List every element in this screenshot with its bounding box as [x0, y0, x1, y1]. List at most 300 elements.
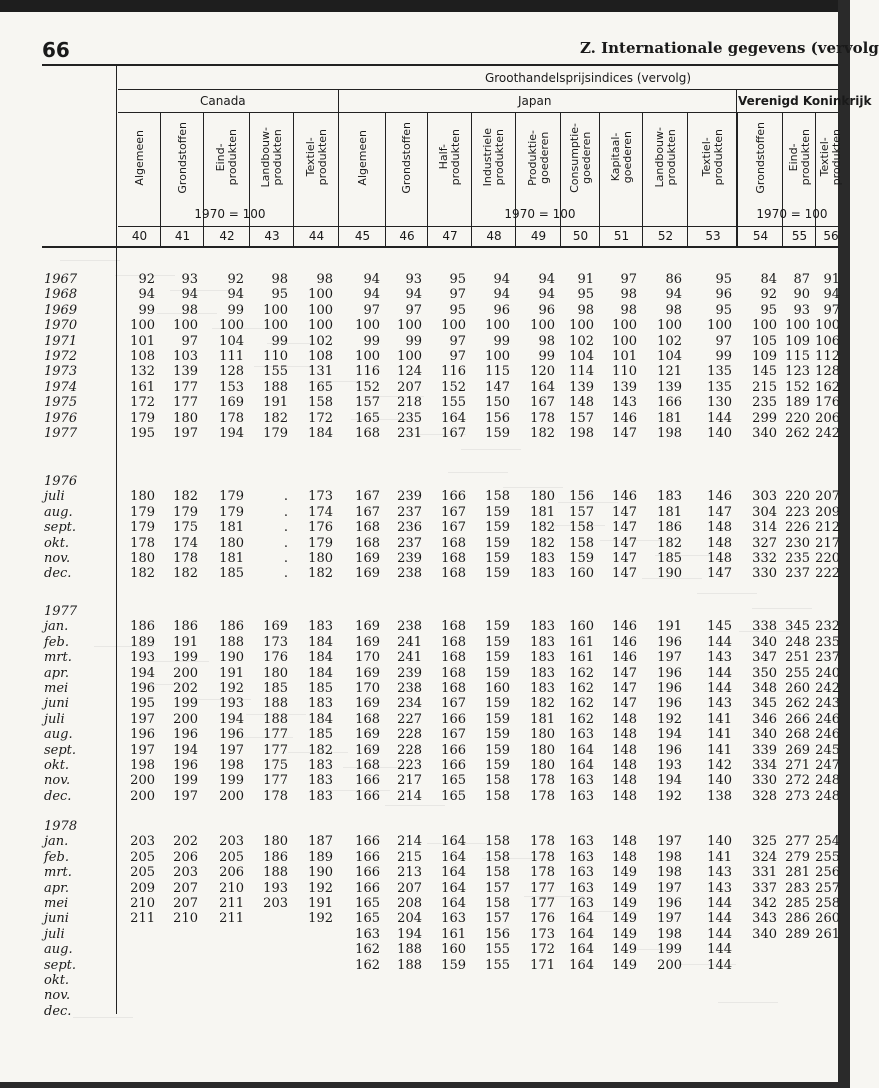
- column-header-label: Grondstoffen: [753, 121, 767, 194]
- table-cell: 158: [569, 520, 594, 536]
- table-cell: 334: [752, 758, 777, 773]
- table-cell: 198: [219, 758, 244, 773]
- table-cell: 98: [620, 302, 637, 318]
- table-cell: 178: [173, 551, 198, 566]
- table-cell: 140: [707, 834, 732, 850]
- table-cell: 303: [752, 489, 777, 505]
- table-cell: 181: [219, 551, 244, 566]
- table-cell: 207: [397, 880, 422, 896]
- table-cell: 162: [355, 957, 380, 973]
- table-cell: 345: [785, 619, 810, 635]
- table-cell: 178: [530, 834, 555, 850]
- bleed-mark: [60, 260, 120, 271]
- table-cell: 157: [485, 911, 510, 927]
- table-cell: 100: [308, 302, 333, 318]
- table-cell: 183: [308, 758, 333, 773]
- table-cell: 183: [308, 696, 333, 712]
- table-cell: 116: [355, 364, 380, 380]
- column-header-label: Grondstoffen: [175, 121, 189, 194]
- table-cell: 228: [397, 727, 422, 743]
- table-cell: 179: [219, 489, 244, 505]
- table-cell: 168: [441, 619, 466, 635]
- table-cell: 173: [263, 634, 288, 650]
- table-cell: 181: [530, 504, 555, 520]
- row-label: 1969: [44, 302, 78, 318]
- table-cell: 206: [219, 865, 244, 881]
- table-cell: 141: [707, 849, 732, 865]
- table-cell: 147: [612, 535, 637, 551]
- table-cell: 165: [355, 911, 380, 927]
- table-cell: 168: [441, 535, 466, 551]
- table-cell: 146: [707, 489, 732, 505]
- table-cell: 199: [219, 773, 244, 789]
- table-cell: 173: [530, 926, 555, 942]
- table-cell: 238: [397, 619, 422, 635]
- table-cell: 139: [569, 379, 594, 395]
- column-header-label: Produktie- goederen: [525, 129, 551, 186]
- row-label: jan.: [44, 619, 69, 635]
- table-cell: 108: [130, 349, 155, 364]
- table-cell: 289: [785, 926, 810, 942]
- table-cell: 148: [612, 773, 637, 789]
- table-cell: 162: [569, 696, 594, 712]
- table-cell: 174: [173, 535, 198, 551]
- table-cell: 196: [130, 727, 155, 743]
- row-label: okt.: [44, 973, 70, 988]
- table-cell: 94: [405, 287, 422, 303]
- column-header-label: Half- produkten: [437, 129, 462, 186]
- table-cell: 196: [657, 696, 682, 712]
- table-cell: 239: [397, 551, 422, 566]
- table-cell: 157: [569, 504, 594, 520]
- table-cell: 260: [815, 911, 840, 927]
- column-header-label: Landbouw- produkten: [259, 127, 284, 188]
- row-label: okt.: [44, 758, 70, 773]
- table-cell: 141: [707, 727, 732, 743]
- table-cell: 169: [263, 619, 288, 635]
- table-cell: 207: [173, 896, 198, 911]
- table-cell: 192: [657, 711, 682, 727]
- table-cell: 193: [263, 880, 288, 896]
- table-cell: 197: [130, 742, 155, 758]
- table-cell: 130: [707, 395, 732, 411]
- table-cell: 183: [530, 566, 555, 582]
- base-year-canada: 1970 = 100: [194, 207, 266, 221]
- table-vrule: [338, 112, 339, 246]
- table-cell: 247: [815, 758, 840, 773]
- table-cell: 194: [657, 727, 682, 743]
- table-cell: 222: [815, 566, 840, 582]
- table-cell: 111: [219, 349, 244, 364]
- table-cell: 206: [173, 849, 198, 865]
- table-cell: 143: [707, 865, 732, 881]
- table-cell: 148: [612, 834, 637, 850]
- table-cell: .: [283, 489, 288, 505]
- column-number: 48: [486, 229, 502, 243]
- bleed-mark: [448, 472, 508, 483]
- table-cell: 238: [397, 566, 422, 582]
- table-cell: 170: [355, 681, 380, 696]
- table-cell: 169: [355, 727, 380, 743]
- column-header-label: Eind- produkten: [786, 129, 812, 186]
- table-cell: 190: [219, 650, 244, 666]
- table-cell: 94: [227, 287, 244, 303]
- table-cell: 161: [130, 379, 155, 395]
- column-number: 46: [399, 229, 415, 243]
- table-cell: 183: [530, 551, 555, 566]
- table-cell: 190: [308, 865, 333, 881]
- table-cell: 162: [355, 942, 380, 958]
- row-label: juli: [44, 926, 65, 942]
- table-cell: 182: [530, 696, 555, 712]
- table-cell: 340: [752, 926, 777, 942]
- row-label: aug.: [44, 504, 73, 520]
- table-cell: 196: [130, 681, 155, 696]
- table-cell: 281: [785, 865, 810, 881]
- table-cell: 226: [785, 520, 810, 536]
- column-header-55: [786, 115, 814, 200]
- table-cell: 236: [397, 520, 422, 536]
- table-cell: 167: [355, 504, 380, 520]
- table-cell: 260: [785, 681, 810, 696]
- running-title: Z. Internationale gegevens (vervolg: [580, 39, 879, 57]
- group-uk: Verenigd Koninkrijk: [738, 94, 872, 108]
- table-cell: 163: [441, 911, 466, 927]
- table-cell: 100: [219, 318, 244, 334]
- table-cell: 200: [657, 957, 682, 973]
- table-cell: 147: [612, 696, 637, 712]
- table-cell: 238: [397, 681, 422, 696]
- table-cell: 196: [219, 727, 244, 743]
- table-cell: 180: [530, 727, 555, 743]
- table-main-title: Groothandelsprijsindices (vervolg): [484, 71, 692, 85]
- table-cell: 165: [355, 410, 380, 426]
- table-cell: 183: [530, 681, 555, 696]
- column-header-41: [169, 115, 197, 200]
- table-cell: 182: [530, 426, 555, 441]
- table-cell: 158: [485, 773, 510, 789]
- table-cell: 100: [815, 318, 840, 334]
- table-cell: 95: [715, 302, 732, 318]
- table-cell: 95: [760, 302, 777, 318]
- table-cell: 106: [815, 333, 840, 349]
- column-number: 55: [791, 229, 808, 243]
- table-cell: 240: [815, 665, 840, 681]
- table-cell: 176: [308, 520, 333, 536]
- table-cell: 182: [308, 742, 333, 758]
- table-cell: 205: [130, 849, 155, 865]
- table-cell: 97: [449, 287, 466, 303]
- table-cell: 177: [173, 379, 198, 395]
- table-cell: 94: [493, 272, 510, 287]
- table-cell: 148: [612, 742, 637, 758]
- table-cell: 158: [485, 896, 510, 911]
- table-cell: 178: [530, 788, 555, 804]
- table-cell: 135: [707, 379, 732, 395]
- table-cell: 198: [657, 926, 682, 942]
- table-cell: 97: [449, 349, 466, 364]
- table-cell: 166: [355, 788, 380, 804]
- table-cell: 157: [355, 395, 380, 411]
- table-cell: 207: [397, 379, 422, 395]
- table-cell: 143: [707, 650, 732, 666]
- table-cell: 168: [355, 711, 380, 727]
- table-cell: 213: [397, 865, 422, 881]
- table-cell: 160: [569, 619, 594, 635]
- table-cell: 198: [657, 865, 682, 881]
- table-cell: 205: [130, 865, 155, 881]
- table-cell: 149: [612, 942, 637, 958]
- table-cell: 256: [815, 865, 840, 881]
- table-cell: 94: [493, 287, 510, 303]
- table-cell: 273: [785, 788, 810, 804]
- table-cell: 217: [397, 773, 422, 789]
- table-cell: 197: [173, 426, 198, 441]
- table-cell: 99: [538, 349, 555, 364]
- table-cell: 257: [815, 880, 840, 896]
- table-cell: 194: [219, 426, 244, 441]
- table-cell: 191: [263, 395, 288, 411]
- table-cell: 94: [538, 287, 555, 303]
- table-cell: 159: [485, 619, 510, 635]
- table-cell: 340: [752, 426, 777, 441]
- table-cell: 186: [173, 619, 198, 635]
- table-cell: 180: [530, 489, 555, 505]
- table-cell: 331: [752, 865, 777, 881]
- table-cell: 178: [219, 410, 244, 426]
- table-cell: 159: [485, 696, 510, 712]
- table-cell: 100: [752, 318, 777, 334]
- table-cell: 110: [263, 349, 288, 364]
- table-cell: 279: [785, 849, 810, 865]
- table-cell: 237: [785, 566, 810, 582]
- table-cell: 190: [657, 566, 682, 582]
- table-vrule: [385, 112, 386, 246]
- row-label: aug.: [44, 727, 73, 743]
- table-cell: 214: [397, 788, 422, 804]
- table-cell: 148: [612, 727, 637, 743]
- table-cell: 210: [219, 880, 244, 896]
- table-cell: 214: [397, 834, 422, 850]
- section-heading: 1977: [44, 604, 78, 619]
- row-label: dec.: [44, 788, 72, 804]
- table-cell: 145: [707, 619, 732, 635]
- column-header-42: [213, 115, 241, 200]
- table-cell: 188: [397, 942, 422, 958]
- table-cell: 211: [219, 896, 244, 911]
- row-label: feb.: [44, 849, 69, 865]
- table-cell: 95: [449, 302, 466, 318]
- table-cell: 150: [485, 395, 510, 411]
- table-hrule: [42, 64, 838, 66]
- table-cell: 147: [612, 551, 637, 566]
- table-cell: 100: [612, 318, 637, 334]
- table-cell: 163: [355, 926, 380, 942]
- table-cell: 156: [485, 410, 510, 426]
- table-cell: 164: [441, 880, 466, 896]
- table-cell: 98: [577, 302, 594, 318]
- table-cell: 110: [612, 364, 637, 380]
- table-cell: 163: [569, 896, 594, 911]
- table-cell: 272: [785, 773, 810, 789]
- table-cell: 325: [752, 834, 777, 850]
- table-cell: 109: [785, 333, 810, 349]
- table-vrule: [737, 112, 738, 246]
- table-cell: 241: [397, 650, 422, 666]
- table-cell: 161: [441, 926, 466, 942]
- table-cell: 169: [355, 551, 380, 566]
- table-cell: 144: [707, 896, 732, 911]
- table-cell: 164: [441, 849, 466, 865]
- table-cell: 146: [612, 634, 637, 650]
- table-cell: 182: [173, 489, 198, 505]
- table-cell: 155: [485, 942, 510, 958]
- table-cell: 164: [441, 834, 466, 850]
- table-cell: 120: [530, 364, 555, 380]
- row-label: 1976: [44, 410, 78, 426]
- table-cell: 220: [785, 410, 810, 426]
- table-cell: 346: [752, 711, 777, 727]
- table-cell: 159: [485, 742, 510, 758]
- table-cell: 199: [657, 942, 682, 958]
- table-cell: 202: [173, 681, 198, 696]
- table-cell: 197: [173, 788, 198, 804]
- table-cell: 161: [569, 650, 594, 666]
- table-cell: 176: [815, 395, 840, 411]
- table-cell: 142: [707, 758, 732, 773]
- table-cell: 178: [530, 410, 555, 426]
- table-cell: 147: [612, 566, 637, 582]
- row-label: 1970: [44, 318, 78, 334]
- table-cell: 164: [569, 926, 594, 942]
- table-cell: 235: [785, 551, 810, 566]
- table-cell: 100: [355, 349, 380, 364]
- table-cell: 277: [785, 834, 810, 850]
- group-canada: Canada: [200, 94, 246, 108]
- table-cell: 180: [173, 410, 198, 426]
- table-hrule: [42, 246, 838, 248]
- table-cell: 271: [785, 758, 810, 773]
- table-cell: 100: [397, 318, 422, 334]
- table-cell: 332: [752, 551, 777, 566]
- table-cell: 167: [441, 696, 466, 712]
- table-cell: 100: [308, 318, 333, 334]
- table-cell: 202: [173, 834, 198, 850]
- row-label: sept.: [44, 520, 77, 536]
- table-cell: 207: [815, 489, 840, 505]
- table-cell: 180: [219, 535, 244, 551]
- table-cell: 242: [815, 426, 840, 441]
- row-label: dec.: [44, 1003, 72, 1019]
- table-cell: 98: [316, 272, 333, 287]
- column-header-44: [303, 115, 331, 200]
- table-cell: 167: [441, 504, 466, 520]
- row-label: okt.: [44, 535, 70, 551]
- table-cell: 269: [785, 742, 810, 758]
- table-cell: 148: [707, 520, 732, 536]
- table-cell: 347: [752, 650, 777, 666]
- table-cell: 148: [612, 711, 637, 727]
- table-cell: 91: [577, 272, 594, 287]
- table-cell: 87: [793, 272, 810, 287]
- row-label: mei: [44, 681, 69, 696]
- table-cell: 158: [485, 788, 510, 804]
- table-cell: 99: [227, 302, 244, 318]
- table-cell: 166: [355, 880, 380, 896]
- row-label: 1967: [44, 272, 78, 287]
- group-japan: Japan: [518, 94, 552, 108]
- table-cell: 182: [657, 535, 682, 551]
- table-cell: 94: [665, 287, 682, 303]
- table-cell: 198: [130, 758, 155, 773]
- table-cell: 218: [397, 395, 422, 411]
- table-cell: 148: [612, 788, 637, 804]
- table-cell: 164: [441, 896, 466, 911]
- table-cell: 251: [785, 650, 810, 666]
- row-label: juli: [44, 489, 65, 505]
- table-cell: 262: [785, 696, 810, 712]
- row-label: sept.: [44, 957, 77, 973]
- table-cell: 186: [219, 619, 244, 635]
- table-cell: 208: [397, 896, 422, 911]
- column-header-48: [480, 115, 508, 200]
- table-cell: 210: [173, 911, 198, 927]
- table-cell: 84: [760, 272, 777, 287]
- column-header-52: [652, 115, 680, 200]
- table-vrule: [471, 112, 472, 246]
- table-cell: .: [283, 535, 288, 551]
- table-cell: 181: [657, 410, 682, 426]
- table-cell: 94: [138, 287, 155, 303]
- row-label: juli: [44, 711, 65, 727]
- table-cell: 166: [355, 849, 380, 865]
- table-cell: 172: [130, 395, 155, 411]
- table-cell: 197: [130, 711, 155, 727]
- table-cell: 143: [707, 880, 732, 896]
- row-label: mrt.: [44, 865, 72, 881]
- table-cell: 304: [752, 504, 777, 520]
- row-label: 1972: [44, 349, 78, 364]
- table-cell: 160: [569, 566, 594, 582]
- table-cell: 96: [493, 302, 510, 318]
- table-cell: 94: [181, 287, 198, 303]
- table-cell: 180: [263, 665, 288, 681]
- table-cell: 179: [130, 504, 155, 520]
- table-cell: 178: [530, 865, 555, 881]
- table-cell: 179: [219, 504, 244, 520]
- table-hrule: [118, 89, 838, 90]
- column-number: 44: [308, 229, 325, 243]
- table-cell: 198: [657, 426, 682, 441]
- table-cell: 146: [612, 410, 637, 426]
- table-cell: 169: [355, 566, 380, 582]
- table-cell: 166: [441, 711, 466, 727]
- table-cell: 192: [308, 880, 333, 896]
- table-cell: 99: [271, 333, 288, 349]
- table-cell: 175: [263, 758, 288, 773]
- table-cell: 95: [577, 287, 594, 303]
- table-cell: 193: [657, 758, 682, 773]
- column-header-50: [567, 115, 595, 200]
- table-cell: 152: [355, 379, 380, 395]
- section-heading: 1976: [44, 474, 78, 489]
- table-cell: 188: [263, 379, 288, 395]
- table-cell: 144: [707, 926, 732, 942]
- table-cell: 171: [530, 957, 555, 973]
- table-cell: 155: [263, 364, 288, 380]
- column-header-label: Eind- produkten: [214, 129, 239, 186]
- table-cell: 191: [308, 896, 333, 911]
